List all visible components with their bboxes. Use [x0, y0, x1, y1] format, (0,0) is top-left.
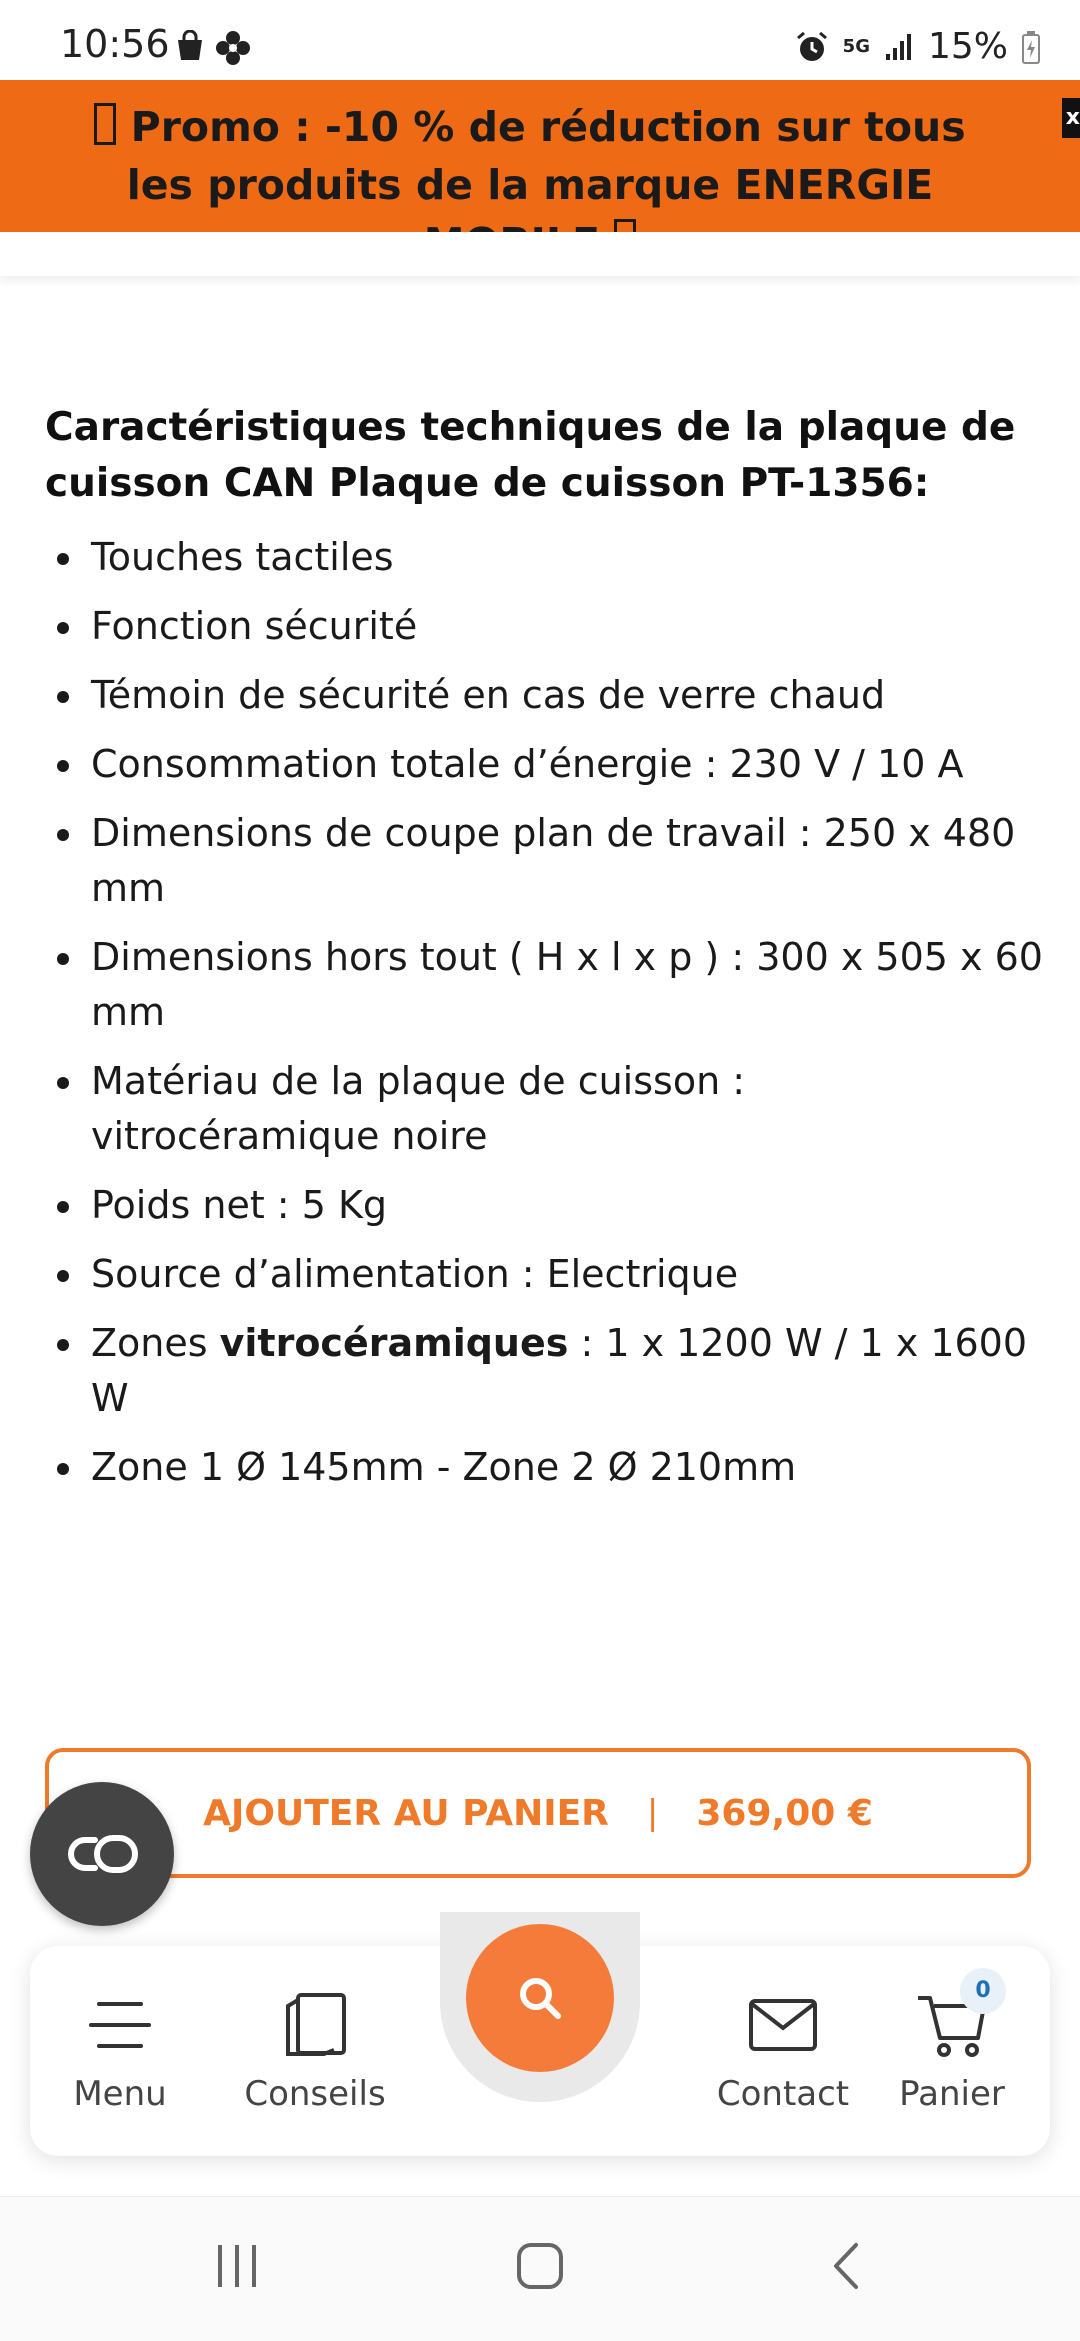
missing-glyph-icon — [94, 103, 116, 145]
promo-text: Promo : -10 % de réduction sur tous les produits de la marque ENERGIE — [126, 103, 966, 209]
spec-item: Consommation totale d’énergie : 230 V / 10 A — [45, 737, 1045, 792]
specs-heading: Caractéristiques techniques de la plaque de cuisson CAN Plaque de cuisson PT-1356: — [45, 405, 1016, 506]
system-navigation-bar — [0, 2196, 1080, 2341]
specs-list — [45, 530, 1045, 1495]
add-to-cart-button[interactable] — [45, 1748, 1031, 1878]
signal-icon — [884, 32, 914, 62]
promo-close-button[interactable]: x — [1062, 98, 1080, 138]
spec-item: Fonction sécurité — [45, 599, 1045, 654]
spec-item: Source d’alimentation : Electrique — [45, 1247, 1045, 1302]
separator: | — [646, 1793, 659, 1833]
search-icon — [517, 1975, 563, 2021]
spec-bold-text: vitrocéramiques — [219, 1321, 569, 1365]
spec-item: Matériau de la plaque de cuisson : vitrocéramique noire — [45, 1054, 1045, 1164]
fan-icon — [215, 30, 251, 66]
spec-item: Touches tactiles — [45, 530, 1045, 585]
link-toggle-icon — [65, 1834, 139, 1874]
mail-icon — [748, 1998, 818, 2052]
spec-item: Dimensions de coupe plan de travail : 250 x 480 mm — [45, 806, 1045, 916]
status-bar — [0, 0, 1080, 80]
spec-item: Témoin de sécurité en cas de verre chaud — [45, 668, 1045, 723]
nav-label-conseils: Conseils — [244, 2074, 386, 2114]
price: 369,00 € — [696, 1792, 873, 1834]
battery-percent: 15% — [927, 26, 1008, 67]
alarm-icon — [795, 30, 829, 64]
nav-menu[interactable] — [30, 1990, 210, 2114]
network-type: 5G — [842, 35, 870, 57]
nav-label-contact: Contact — [716, 2074, 850, 2114]
promo-banner[interactable] — [0, 80, 1080, 232]
spec-text: Zones — [91, 1321, 220, 1365]
spec-item — [45, 1316, 1045, 1426]
nav-label-menu: Menu — [73, 2074, 167, 2114]
book-icon — [282, 1992, 348, 2058]
recent-apps-icon[interactable] — [212, 2241, 262, 2291]
product-specs-section — [45, 400, 1045, 1509]
back-icon[interactable] — [826, 2241, 866, 2291]
nav-panier[interactable] — [862, 1990, 1042, 2114]
spec-item: Poids net : 5 Kg — [45, 1178, 1045, 1233]
spec-text: : 1 x 1200 W / 1 x 1600 W — [91, 1321, 1028, 1420]
search-button[interactable] — [466, 1924, 614, 2072]
shopping-bag-icon — [175, 30, 205, 62]
add-to-cart-label: AJOUTER AU PANIER — [203, 1792, 609, 1834]
battery-icon — [1022, 30, 1040, 64]
menu-icon — [87, 2000, 153, 2050]
cart-count-badge: 0 — [960, 1968, 1006, 2014]
spec-item: Zone 1 Ø 145mm - Zone 2 Ø 210mm — [45, 1440, 1045, 1495]
nav-contact[interactable] — [693, 1990, 873, 2114]
home-icon[interactable] — [515, 2241, 565, 2291]
header-bar — [0, 232, 1080, 276]
nav-label-panier: Panier — [899, 2074, 1005, 2114]
status-time: 10:56 — [60, 22, 170, 66]
nav-conseils[interactable] — [225, 1990, 405, 2114]
chat-toggle-button[interactable] — [30, 1782, 174, 1926]
spec-item: Dimensions hors tout ( H x l x p ) : 300 x 505 x 60 mm — [45, 930, 1045, 1040]
